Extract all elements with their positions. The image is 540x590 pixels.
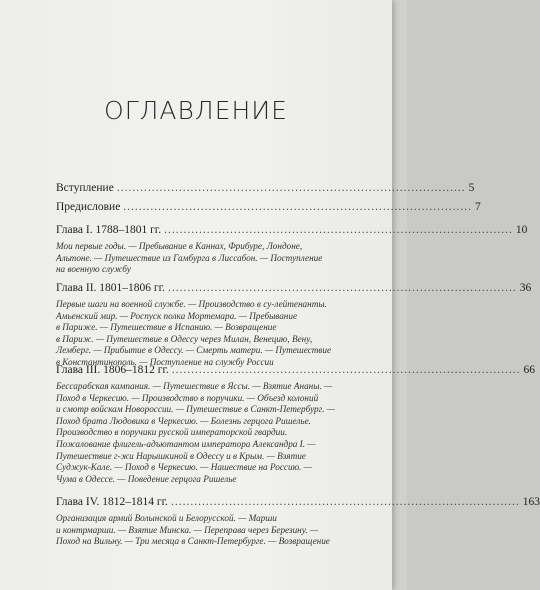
summary-line: Поход брата Людовика в Черкесию. — Болезнь герцога Ришелье. — [56, 415, 311, 426]
dot-leader: .......................................................................................... — [123, 201, 473, 213]
toc-entry-label: Предисловие — [56, 201, 121, 213]
dot-leader: .......................................................................................... — [171, 364, 521, 376]
dot-leader: .......................................................................................... — [167, 282, 517, 294]
summary-line: Мои первые годы. — Пребывание в Каннах, Фрибуре, Лондоне, — [56, 241, 303, 251]
summary-line: в Париж. — Путешествие в Одессу через Милан, Венецию, Вену, — [56, 333, 313, 344]
toc-entry-label: Глава III. 1806–1812 гг. — [56, 364, 169, 376]
summary-line: и контрмарши. — Взятие Минска. — Переправа через Березину. — — [56, 524, 318, 535]
summary-line: Производство в поручики русской императорской гвардии. — [56, 427, 288, 438]
toc-chapter-1-summary — [56, 241, 356, 276]
summary-line: Поход в Черкесию. — Производство в поручики. — Объезд колоний — [56, 392, 319, 403]
summary-line: Суджук-Кале. — Поход в Черкесию. — Нашествие на Россию. — — [56, 462, 312, 473]
page-title: ОГЛАВЛЕНИЕ — [104, 96, 288, 125]
toc-chapter-3-summary — [56, 381, 356, 485]
toc-entry-chapter-1 — [56, 224, 528, 236]
summary-line: Путешествие г-жи Нарышкиной в Одессу и в Крым. — Взятие — [56, 450, 306, 461]
summary-line: Организация армий Волынской и Белорусской. — Марши — [56, 513, 277, 523]
toc-entry-page: 5 — [468, 182, 475, 194]
summary-line: Чума в Одессе. — Поведение герцога Ришелье — [56, 473, 237, 484]
summary-line: на военную службу — [56, 264, 131, 275]
toc-chapter-4-summary — [56, 513, 356, 548]
summary-line: и смотр войскам Новороссии. — Путешествие в Санкт-Петербург. — — [56, 404, 335, 415]
toc-chapter-2-summary — [56, 299, 356, 369]
summary-line: Амьенский мир. — Роспуск полка Мортемара. — Пребывание — [56, 310, 298, 321]
toc-entry-page: 7 — [475, 201, 481, 213]
toc-entry-label: Глава IV. 1812–1814 гг. — [56, 496, 168, 508]
summary-line: Бессарабская кампания. — Путешествие в Яссы. — Взятие Ананы. — — [56, 381, 333, 391]
toc-entry-page: 10 — [515, 224, 528, 236]
toc-entry-intro — [56, 182, 475, 194]
toc-entry-page: 66 — [523, 364, 536, 376]
toc-entry-label: Вступление — [56, 182, 114, 194]
toc-entry-chapter-2 — [56, 282, 532, 294]
dot-leader: .......................................................................................... — [116, 182, 466, 194]
toc-entry-page: 163 — [522, 496, 540, 508]
toc-entry-chapter-3 — [56, 364, 536, 376]
summary-line: Пожалование флигель-адъютантом императора Александра I. — — [56, 438, 316, 449]
summary-line: Альтоне. — Путешествие из Гамбурга в Лиссабон. — Поступление — [56, 252, 323, 263]
summary-line: Лемберг. — Прибытие в Одессу. — Смерть матери. — Путешествие — [56, 345, 332, 356]
toc-entry-page: 36 — [519, 282, 532, 294]
dot-leader: .......................................................................................... — [170, 496, 520, 508]
summary-line: Поход на Вильну. — Три месяца в Санкт-Петербурге. — Возвращение — [56, 536, 330, 547]
toc-entry-chapter-4 — [56, 496, 540, 508]
summary-line: в Париже. — Путешествие в Испанию. — Возвращение — [56, 322, 277, 333]
summary-line: Первые шаги на военной службе. — Производство в су-лейтенанты. — [56, 299, 327, 309]
dot-leader: .......................................................................................... — [164, 224, 513, 236]
toc-entry-label: Глава I. 1788–1801 гг. — [56, 224, 162, 236]
summary-line: в Константинополь. — Поступление на службу России — [56, 356, 274, 367]
toc-entry-preface — [56, 201, 481, 213]
toc-entry-label: Глава II. 1801–1806 гг. — [56, 282, 165, 294]
